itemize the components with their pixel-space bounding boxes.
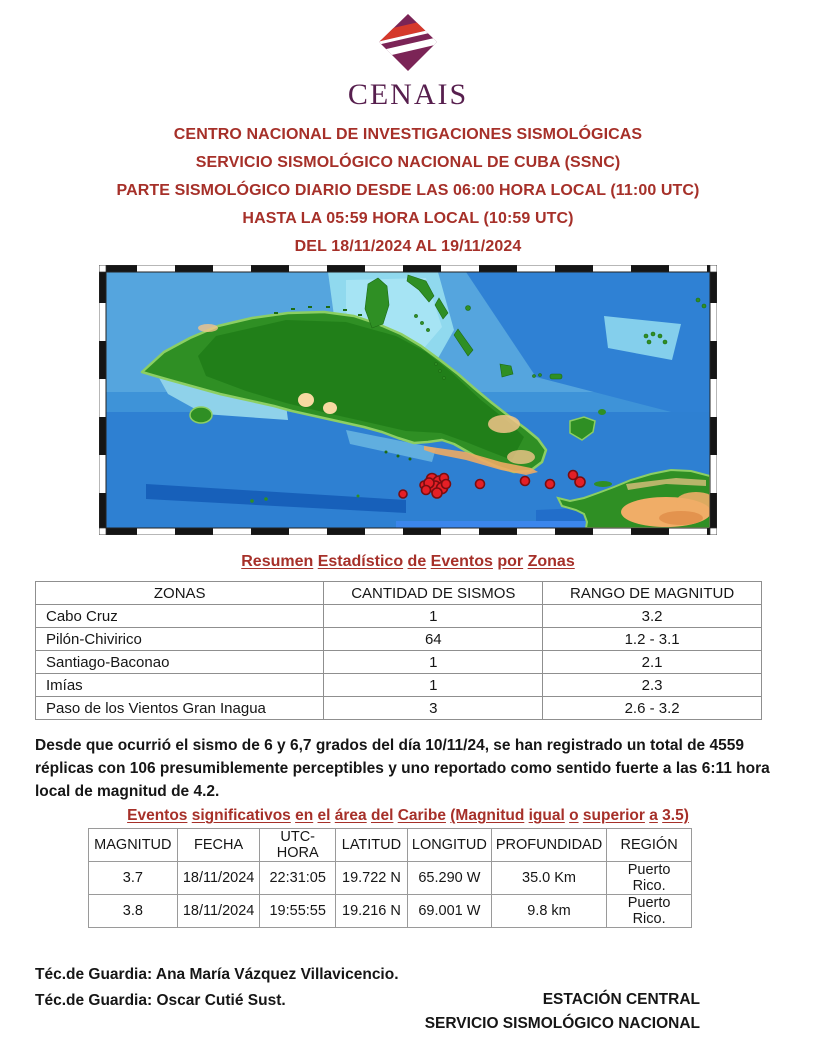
- title-word: a: [649, 807, 658, 824]
- table-cell: 1.2 - 3.1: [543, 628, 762, 651]
- station-signature: [425, 962, 700, 1036]
- title-word: significativos: [191, 807, 291, 824]
- title-word: Zonas: [527, 553, 575, 570]
- title-word: el: [317, 807, 331, 824]
- report-header: [35, 125, 781, 257]
- table-cell: 3.7: [89, 862, 178, 895]
- column-header: UTC-HORA: [260, 829, 335, 862]
- cenais-logo-icon: [328, 10, 488, 112]
- table-cell: 69.001 W: [407, 895, 491, 928]
- title-word: Estadístico: [317, 553, 404, 570]
- technician-line: Téc.de Guardia: Ana María Vázquez Villavicencio.: [35, 966, 399, 983]
- epicenter-marker-icon: [575, 477, 585, 487]
- table-cell: 3: [324, 697, 543, 720]
- epicenter-marker-icon: [546, 480, 555, 489]
- report-footer: [35, 962, 781, 1036]
- table-cell: Imías: [36, 674, 324, 697]
- table-cell: 2.6 - 3.2: [543, 697, 762, 720]
- column-header: LATITUD: [335, 829, 407, 862]
- title-word: de: [407, 553, 427, 570]
- table-row: [36, 628, 762, 651]
- paragraph-line: Desde que ocurrió el sismo de 6 y 6,7 grados del día 10/11/24, se han registrado un total de 4559: [35, 737, 744, 754]
- epicenter-marker-icon: [442, 480, 451, 489]
- title-word: o: [569, 807, 579, 824]
- paragraph-line: réplicas con 106 presumiblemente perceptibles y uno reportado como sentido fuerte a las 6:11 hora: [35, 760, 770, 777]
- table-cell: 2.3: [543, 674, 762, 697]
- title-word: Eventos: [430, 553, 493, 570]
- seismic-map: [99, 265, 717, 535]
- table-cell: 19:55:55: [260, 895, 335, 928]
- technician-line: Téc.de Guardia: Oscar Cutié Sust.: [35, 992, 286, 1009]
- paragraph-line: local de magnitud de 4.2.: [35, 783, 220, 800]
- table-cell: 1: [324, 605, 543, 628]
- table-row: [36, 605, 762, 628]
- header-line: SERVICIO SISMOLÓGICO NACIONAL DE CUBA (SSNC): [195, 154, 621, 171]
- title-word: área: [334, 807, 367, 824]
- epicenter-marker-icon: [476, 480, 485, 489]
- table-header-row: [89, 829, 692, 862]
- title-word: Eventos: [127, 807, 188, 824]
- table-cell: 35.0 Km: [491, 862, 606, 895]
- epicenter-marker-icon: [422, 486, 431, 495]
- zones-summary-table: [35, 581, 762, 720]
- table-cell: Puerto Rico.: [607, 895, 692, 928]
- column-header: PROFUNDIDAD: [491, 829, 606, 862]
- logo-wordmark: CENAIS: [347, 78, 469, 111]
- column-header: LONGITUD: [407, 829, 491, 862]
- title-word: superior: [582, 807, 645, 824]
- table-cell: 18/11/2024: [177, 862, 260, 895]
- cenais-logo: [35, 10, 781, 117]
- table-cell: 3.8: [89, 895, 178, 928]
- zones-summary-title: [35, 553, 781, 571]
- title-word: Resumen: [241, 553, 314, 570]
- table-cell: 65.290 W: [407, 862, 491, 895]
- table-cell: 1: [324, 674, 543, 697]
- epicenter-marker-icon: [399, 490, 407, 498]
- signature-line: ESTACIÓN CENTRAL: [542, 991, 700, 1008]
- column-header: REGIÓN: [607, 829, 692, 862]
- header-line: CENTRO NACIONAL DE INVESTIGACIONES SISMOLÓGICAS: [173, 126, 643, 143]
- table-cell: 19.216 N: [335, 895, 407, 928]
- duty-technicians: [35, 962, 399, 1036]
- significant-events-title: [35, 807, 781, 825]
- table-row: [36, 651, 762, 674]
- title-word: 3.5): [662, 807, 689, 824]
- table-cell: Paso de los Vientos Gran Inagua: [36, 697, 324, 720]
- epicenter-marker-icon: [521, 477, 530, 486]
- caribbean-map: [99, 265, 717, 535]
- title-word: por: [497, 553, 524, 570]
- epicenter-marker-icon: [432, 488, 442, 498]
- signature-line: SERVICIO SISMOLÓGICO NACIONAL: [424, 1015, 700, 1032]
- title-word: (Magnitud: [450, 807, 525, 824]
- table-cell: 2.1: [543, 651, 762, 674]
- table-cell: 3.2: [543, 605, 762, 628]
- table-row: [36, 674, 762, 697]
- column-header: FECHA: [177, 829, 260, 862]
- table-row: [36, 697, 762, 720]
- table-cell: 18/11/2024: [177, 895, 260, 928]
- table-cell: Puerto Rico.: [607, 862, 692, 895]
- column-header: MAGNITUD: [89, 829, 178, 862]
- table-cell: Cabo Cruz: [36, 605, 324, 628]
- column-header: ZONAS: [36, 582, 324, 605]
- table-cell: Santiago-Baconao: [36, 651, 324, 674]
- table-cell: 1: [324, 651, 543, 674]
- table-cell: 9.8 km: [491, 895, 606, 928]
- header-line: DEL 18/11/2024 AL 19/11/2024: [294, 238, 522, 255]
- table-cell: 22:31:05: [260, 862, 335, 895]
- significant-events-table: [88, 828, 692, 928]
- title-word: en: [295, 807, 314, 824]
- table-row: [89, 895, 692, 928]
- title-word: Caribe: [397, 807, 446, 824]
- aftershocks-paragraph: [35, 734, 781, 803]
- table-cell: Pilón-Chivirico: [36, 628, 324, 651]
- table-cell: 64: [324, 628, 543, 651]
- table-cell: 19.722 N: [335, 862, 407, 895]
- table-header-row: [36, 582, 762, 605]
- column-header: RANGO DE MAGNITUD: [543, 582, 762, 605]
- table-row: [89, 862, 692, 895]
- title-word: igual: [528, 807, 565, 824]
- header-line: PARTE SISMOLÓGICO DIARIO DESDE LAS 06:00 HORA LOCAL (11:00 UTC): [116, 182, 700, 199]
- logo-diamond-icon: [363, 10, 453, 76]
- column-header: CANTIDAD DE SISMOS: [324, 582, 543, 605]
- header-line: HASTA LA 05:59 HORA LOCAL (10:59 UTC): [242, 210, 574, 227]
- title-word: del: [370, 807, 394, 824]
